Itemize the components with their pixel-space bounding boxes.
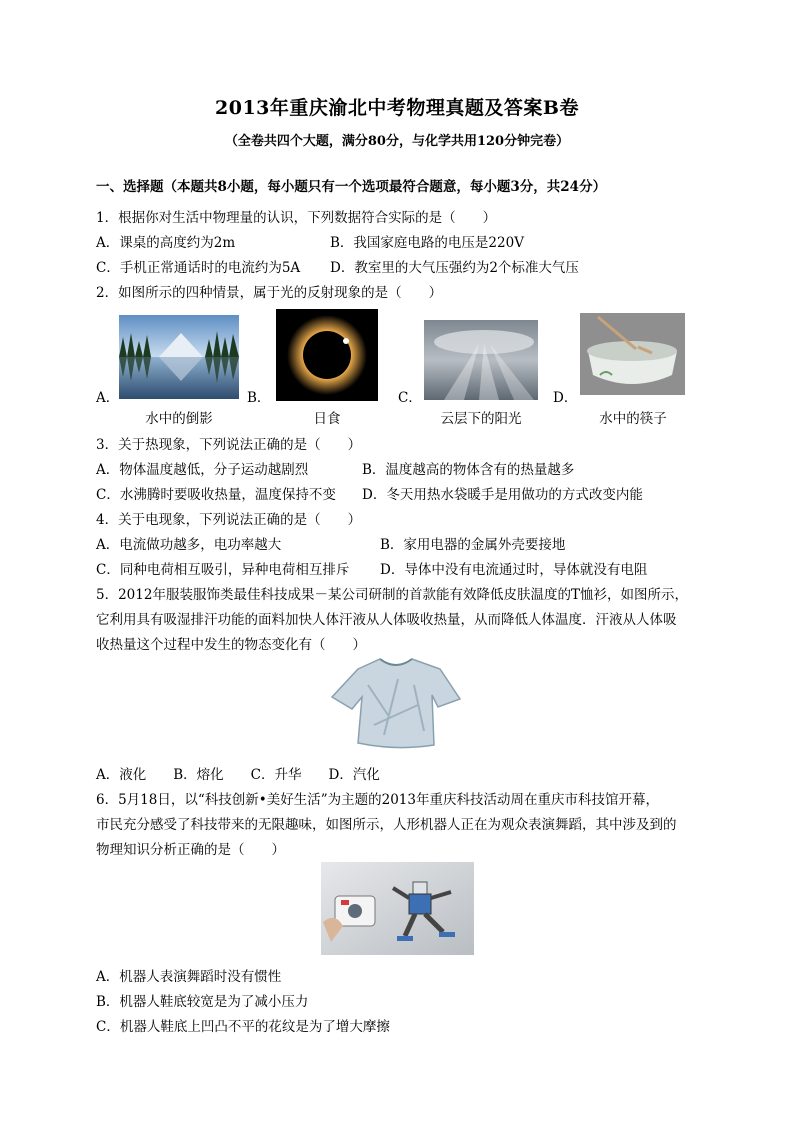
q6-stem-line3: 物理知识分析正确的是（ ）: [96, 842, 285, 858]
q2-stem: 2．如图所示的四种情景，属于光的反射现象的是（ ）: [96, 285, 443, 301]
page-subtitle: （全卷共四个大题，满分80分，与化学共用120分钟完卷）: [224, 134, 570, 149]
q2-caption-d: 水中的筷子: [599, 411, 667, 427]
robot-image: [321, 862, 474, 955]
reflection-image: [119, 315, 239, 399]
q6-option-c: C．机器人鞋底上凹凸不平的花纹是为了增大摩擦: [96, 1019, 390, 1035]
q2-caption-c: 云层下的阳光: [440, 411, 522, 427]
q1-option-d: D．教室里的大气压强约为2个标准大气压: [330, 260, 579, 276]
page-title: 2013年重庆渝北中考物理真题及答案B卷: [215, 97, 579, 119]
q4-option-b: B．家用电器的金属外壳要接地: [380, 537, 566, 553]
q5-stem-line2: 它利用具有吸湿排汗功能的面料加快人体汗液从人体吸收热量，从而降低人体温度．汗液从人体吸: [96, 612, 677, 628]
q2-letter-c: C．: [398, 390, 422, 406]
section-heading: 一、选择题（本题共8小题，每小题只有一个选项最符合题意，每小题3分，共24分）: [96, 179, 607, 195]
q6-option-a: A．机器人表演舞蹈时没有惯性: [96, 969, 282, 985]
q1-option-a: A．课桌的高度约为2m: [96, 235, 236, 251]
q5-stem-line1: 5．2012年服装服饰类最佳科技成果－某公司研制的首款能有效降低皮肤温度的T恤衫，如图所示，: [96, 587, 688, 603]
q1-stem: 1．根据你对生活中物理量的认识，下列数据符合实际的是（ ）: [96, 210, 497, 226]
q6-option-b: B．机器人鞋底较宽是为了减小压力: [96, 994, 309, 1010]
q4-option-a: A．电流做功越多，电功率越大: [96, 537, 282, 553]
q2-caption-a: 水中的倒影: [145, 411, 213, 427]
q3-stem: 3．关于热现象，下列说法正确的是（ ）: [96, 437, 362, 453]
eclipse-image: [276, 309, 378, 401]
chopstick-bowl-image: [580, 313, 685, 395]
q6-stem-line1: 6．5月18日，以“科技创新•美好生活”为主题的2013年重庆科技活动周在重庆市科技馆开幕，: [96, 792, 659, 808]
q3-option-d: D．冬天用热水袋暖手是用做功的方式改变内能: [362, 487, 643, 503]
q4-option-d: D．导体中没有电流通过时，导体就没有电阻: [380, 562, 648, 578]
sunlight-clouds-image: [424, 320, 538, 400]
q2-caption-b: 日食: [313, 411, 341, 427]
q2-letter-a: A．: [96, 390, 120, 406]
q4-option-c: C．同种电荷相互吸引，异种电荷相互排斥: [96, 562, 350, 578]
q3-option-c: C．水沸腾时要吸收热量，温度保持不变: [96, 487, 336, 503]
q2-letter-d: D．: [553, 390, 578, 406]
q1-option-c: C．手机正常通话时的电流约为5A: [96, 260, 301, 276]
q6-stem-line2: 市民充分感受了科技带来的无限趣味，如图所示，人形机器人正在为观众表演舞蹈，其中涉及到的: [96, 817, 677, 833]
q4-stem: 4．关于电现象，下列说法正确的是（ ）: [96, 512, 362, 528]
tshirt-image: [328, 655, 464, 751]
q5-stem-line3: 收热量这个过程中发生的物态变化有（ ）: [96, 637, 366, 653]
q5-options: A．液化 B．熔化 C．升华 D．汽化: [96, 767, 380, 783]
q2-letter-b: B．: [247, 390, 271, 406]
q3-option-b: B．温度越高的物体含有的热量越多: [362, 462, 575, 478]
q1-option-b: B．我国家庭电路的电压是220V: [330, 235, 524, 251]
q3-option-a: A．物体温度越低，分子运动越剧烈: [96, 462, 309, 478]
